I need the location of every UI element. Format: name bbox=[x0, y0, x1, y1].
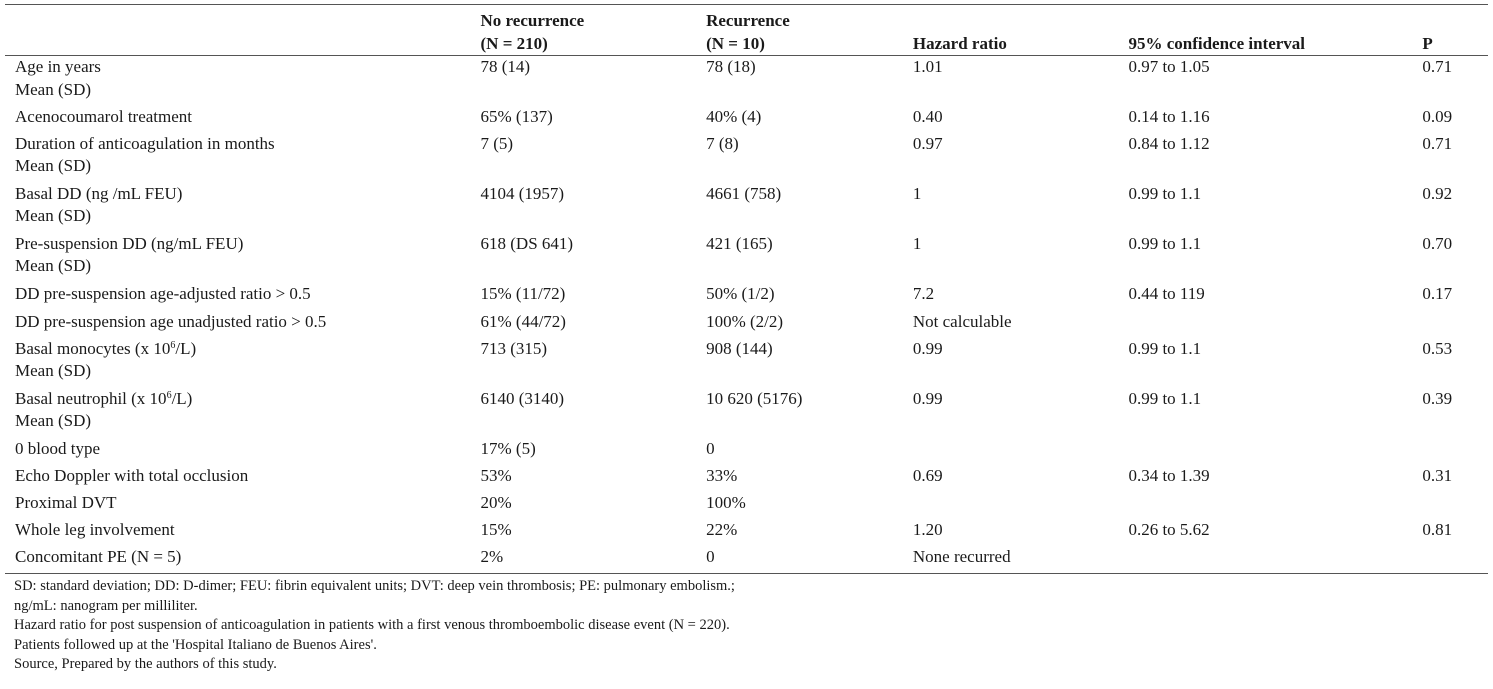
header-recurrence-title: Recurrence bbox=[706, 11, 790, 30]
no-recurrence-cell: 65% (137) bbox=[480, 106, 553, 126]
header-no-recurrence-n: (N = 210) bbox=[480, 33, 548, 53]
confidence-interval-cell: 0.99 to 1.1 bbox=[1128, 388, 1202, 408]
p-value-cell: 0.53 bbox=[1422, 338, 1453, 358]
table-row bbox=[5, 519, 1488, 546]
header-confidence-interval: 95% confidence interval bbox=[1128, 5, 1422, 56]
p-value-cell: 0.31 bbox=[1422, 465, 1453, 485]
hazard-ratio-cell: 0.99 bbox=[912, 338, 943, 358]
row-sublabel: Mean (SD) bbox=[15, 361, 92, 380]
row-label: Basal DD (ng /mL FEU) bbox=[15, 183, 183, 203]
table-footnotes bbox=[14, 577, 735, 675]
table-row bbox=[5, 388, 1488, 438]
confidence-interval-cell: 0.99 to 1.1 bbox=[1128, 338, 1202, 358]
row-sublabel: Mean (SD) bbox=[15, 411, 92, 430]
hazard-ratio-cell: 1 bbox=[912, 233, 922, 253]
hazard-ratio-cell: 0.69 bbox=[912, 465, 943, 485]
no-recurrence-cell: 713 (315) bbox=[480, 338, 548, 358]
hazard-ratio-cell: 1.20 bbox=[912, 519, 943, 539]
row-label: Acenocoumarol treatment bbox=[15, 106, 193, 126]
row-label-cell bbox=[5, 492, 481, 519]
hazard-ratio-cell: 7.2 bbox=[912, 283, 935, 303]
table-row bbox=[5, 106, 1488, 133]
row-sublabel: Mean (SD) bbox=[15, 156, 92, 175]
confidence-interval-cell: 0.99 to 1.1 bbox=[1128, 183, 1202, 203]
row-label-cell bbox=[5, 133, 481, 183]
no-recurrence-cell: 4104 (1957) bbox=[480, 183, 565, 203]
hazard-ratio-cell: 0.97 bbox=[912, 133, 943, 153]
footnote-line: Source, Prepared by the authors of this study. bbox=[14, 656, 277, 673]
table-row bbox=[5, 183, 1488, 233]
confidence-interval-cell bbox=[1128, 311, 1422, 338]
confidence-interval-cell: 0.44 to 119 bbox=[1128, 283, 1205, 303]
confidence-interval-cell bbox=[1128, 546, 1422, 574]
recurrence-cell: 40% (4) bbox=[706, 106, 762, 126]
row-sublabel: Mean (SD) bbox=[15, 79, 92, 99]
hazard-ratio-cell: Not calculable bbox=[912, 311, 1012, 331]
hazard-ratio-cell: 0.99 bbox=[912, 388, 943, 408]
recurrence-cell: 421 (165) bbox=[706, 233, 773, 253]
hazard-ratio-cell: 0.40 bbox=[912, 106, 943, 126]
row-label-cell bbox=[5, 519, 481, 546]
confidence-interval-cell: 0.99 to 1.1 bbox=[1128, 233, 1202, 253]
header-p-value: P bbox=[1422, 5, 1488, 56]
recurrence-cell: 4661 (758) bbox=[706, 183, 782, 203]
p-value-cell: 0.70 bbox=[1422, 233, 1453, 253]
no-recurrence-cell: 61% (44/72) bbox=[480, 311, 566, 331]
p-value-cell bbox=[1422, 492, 1488, 519]
row-label-cell bbox=[5, 183, 481, 233]
row-label: Whole leg involvement bbox=[15, 519, 175, 539]
confidence-interval-cell: 0.97 to 1.05 bbox=[1128, 57, 1210, 76]
row-label: Echo Doppler with total occlusion bbox=[15, 465, 249, 485]
recurrence-cell: 0 bbox=[706, 438, 715, 458]
hazard-ratio-cell: 1.01 bbox=[912, 57, 943, 76]
recurrence-cell: 22% bbox=[706, 519, 738, 539]
row-label: Basal monocytes (x $10^6/L$) bbox=[15, 338, 197, 358]
hazard-ratio-cell bbox=[913, 492, 1129, 519]
row-label: Age in years bbox=[15, 57, 101, 76]
confidence-interval-cell: 0.14 to 1.16 bbox=[1128, 106, 1210, 126]
no-recurrence-cell: 7 (5) bbox=[480, 133, 514, 153]
table-row bbox=[5, 133, 1488, 183]
row-label: Concomitant PE (N = 5) bbox=[15, 546, 182, 566]
no-recurrence-cell: 6140 (3140) bbox=[480, 388, 565, 408]
header-hazard-ratio: Hazard ratio bbox=[913, 5, 1129, 56]
p-value-cell: 0.09 bbox=[1422, 106, 1453, 126]
recurrence-cell: 33% bbox=[706, 465, 738, 485]
confidence-interval-cell bbox=[1128, 438, 1422, 465]
footnote-line: Hazard ratio for post suspension of anticoagulation in patients with a first venous thromboembolic disease event (N = 220). bbox=[14, 617, 730, 634]
row-label-cell bbox=[5, 311, 481, 338]
recurrence-cell: 10 620 (5176) bbox=[706, 388, 803, 408]
table-row bbox=[5, 311, 1488, 338]
table-header-row bbox=[5, 5, 1488, 56]
row-label-cell bbox=[5, 56, 481, 106]
recurrence-cell: 908 (144) bbox=[706, 338, 773, 358]
header-recurrence bbox=[706, 5, 913, 56]
footnote-line: Patients followed up at the 'Hospital Italiano de Buenos Aires'. bbox=[14, 636, 377, 653]
row-label-cell bbox=[5, 106, 481, 133]
row-label-cell bbox=[5, 388, 481, 438]
p-value-cell: 0.92 bbox=[1422, 183, 1453, 203]
hazard-ratio-cell: None recurred bbox=[913, 546, 1129, 574]
row-label-cell bbox=[5, 438, 481, 465]
no-recurrence-cell: 78 (14) bbox=[480, 57, 531, 76]
p-value-cell: 0.81 bbox=[1422, 519, 1453, 539]
confidence-interval-cell bbox=[1128, 492, 1422, 519]
hazard-ratio-table bbox=[5, 4, 1488, 574]
p-value-cell: 0.17 bbox=[1422, 283, 1453, 303]
p-value-cell: 0.71 bbox=[1422, 133, 1453, 153]
no-recurrence-cell: 17% (5) bbox=[480, 438, 536, 458]
row-label: Basal neutrophil (x $10^6/L$) bbox=[15, 388, 193, 408]
no-recurrence-cell: 20% bbox=[480, 492, 512, 512]
row-label-cell bbox=[5, 283, 481, 311]
recurrence-cell: 78 (18) bbox=[706, 57, 756, 76]
recurrence-cell: 50% (1/2) bbox=[706, 283, 775, 303]
confidence-interval-cell: 0.84 to 1.12 bbox=[1128, 133, 1210, 153]
p-value-cell bbox=[1422, 546, 1488, 574]
row-label: Proximal DVT bbox=[15, 492, 117, 512]
row-label-cell bbox=[5, 546, 481, 574]
confidence-interval-cell: 0.26 to 5.62 bbox=[1128, 519, 1210, 539]
row-label: DD pre-suspension age-adjusted ratio > 0.5 bbox=[15, 283, 311, 303]
table-row bbox=[5, 465, 1488, 492]
table-row bbox=[5, 56, 1488, 106]
no-recurrence-cell: 15% bbox=[480, 519, 512, 539]
header-recurrence-n: (N = 10) bbox=[706, 33, 765, 53]
footnote-line: SD: standard deviation; DD: D-dimer; FEU: fibrin equivalent units; DVT: deep vein thrombosis; PE: pulmonary embolism.; bbox=[14, 578, 735, 594]
table-row bbox=[5, 233, 1488, 283]
table-row bbox=[5, 492, 1488, 519]
recurrence-cell: 100% bbox=[706, 492, 746, 512]
row-sublabel: Mean (SD) bbox=[15, 206, 92, 225]
no-recurrence-cell: 53% bbox=[480, 465, 512, 485]
hazard-ratio-cell bbox=[913, 438, 1129, 465]
table-body bbox=[5, 56, 1488, 574]
hazard-ratio-cell: 1 bbox=[912, 183, 922, 203]
row-label-cell bbox=[5, 233, 481, 283]
table-row bbox=[5, 546, 1488, 574]
p-value-cell: 0.71 bbox=[1422, 57, 1453, 76]
table-row bbox=[5, 283, 1488, 311]
table-row bbox=[5, 438, 1488, 465]
no-recurrence-cell: 2% bbox=[481, 546, 707, 574]
p-value-cell bbox=[1422, 438, 1488, 465]
no-recurrence-cell: 15% (11/72) bbox=[480, 283, 566, 303]
header-variable bbox=[5, 5, 481, 56]
no-recurrence-cell: 618 (DS 641) bbox=[480, 233, 574, 253]
recurrence-cell: 100% (2/2) bbox=[706, 311, 784, 331]
row-label: DD pre-suspension age unadjusted ratio > 0.5 bbox=[15, 311, 327, 331]
p-value-cell bbox=[1422, 311, 1488, 338]
header-no-recurrence bbox=[481, 5, 707, 56]
footnote-line: ng/mL: nanogram per milliliter. bbox=[14, 597, 198, 614]
row-label-cell bbox=[5, 465, 481, 492]
table-row bbox=[5, 338, 1488, 388]
recurrence-cell: 0 bbox=[706, 546, 913, 574]
header-no-recurrence-title: No recurrence bbox=[480, 11, 585, 30]
confidence-interval-cell: 0.34 to 1.39 bbox=[1128, 465, 1210, 485]
recurrence-cell: 7 (8) bbox=[706, 133, 739, 153]
row-label-cell bbox=[5, 338, 481, 388]
row-label: 0 blood type bbox=[15, 438, 100, 458]
p-value-cell: 0.39 bbox=[1422, 388, 1453, 408]
row-sublabel: Mean (SD) bbox=[15, 256, 92, 275]
row-label: Pre-suspension DD (ng/mL FEU) bbox=[15, 233, 244, 253]
row-label: Duration of anticoagulation in months bbox=[15, 133, 275, 153]
